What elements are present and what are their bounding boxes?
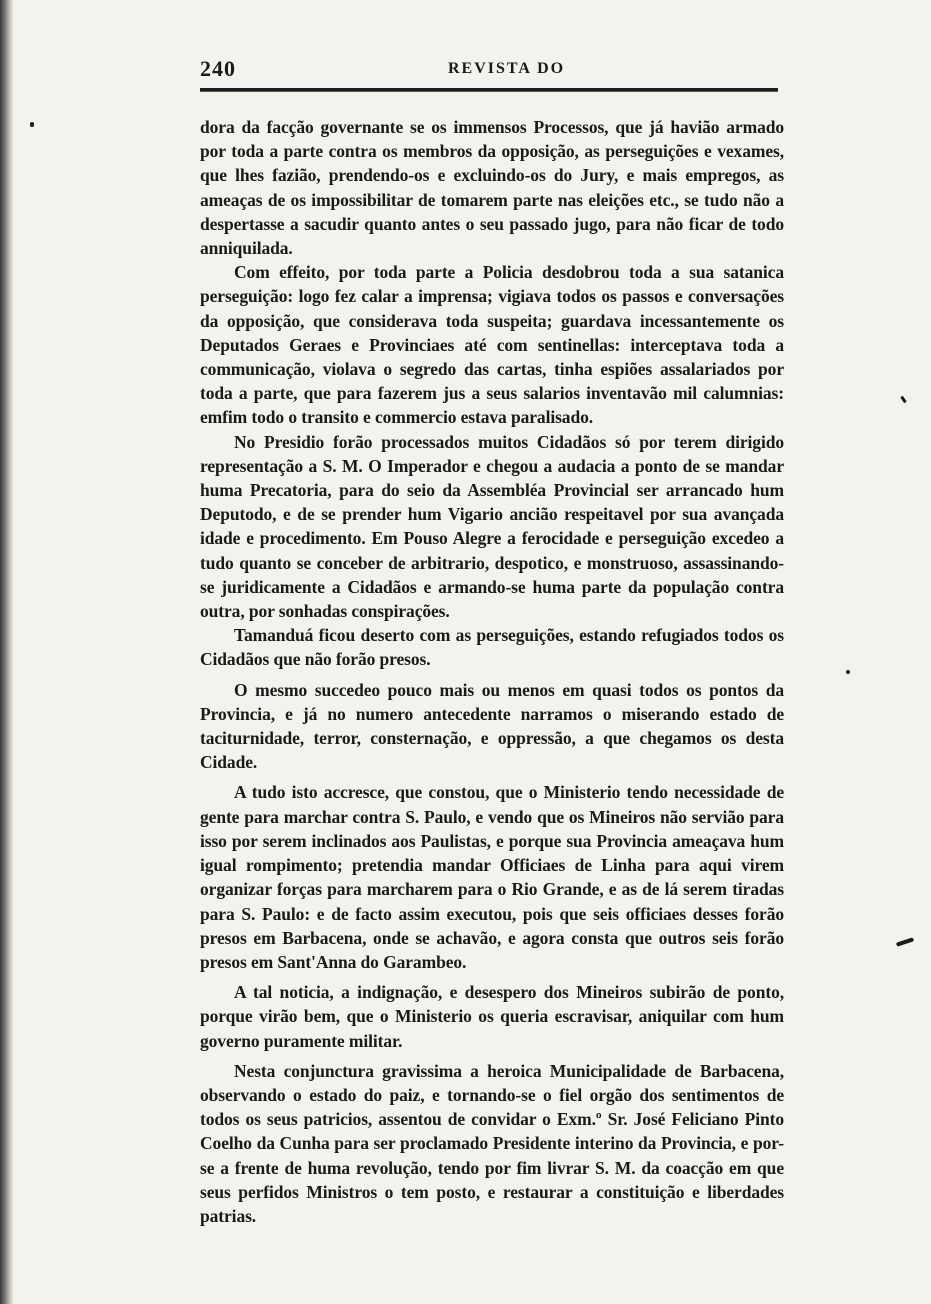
paragraph: A tal noticia, a indignação, e desespero dos Mineiros subirão de ponto, porque virão bem, que o Ministerio os queria escravisar, aniquilar com hum governo puramente militar. (200, 982, 784, 1051)
running-title: REVISTA DO (448, 60, 566, 77)
paragraph: Tamanduá ficou deserto com as perseguições, estando refugiados todos os Cidadãos que não forão presos. (200, 625, 784, 670)
page-header (200, 56, 778, 86)
header-rule (200, 88, 778, 92)
ink-speck (30, 122, 34, 127)
body-text (200, 115, 784, 1228)
paragraph: Nesta conjunctura gravissima a heroica Municipalidade de Barbacena, observando o estado do paiz, e tornando-se o fiel orgão dos sentimentos de todos os seus patricios, assentou de convidar o Exm.º Sr. José Feliciano Pinto Coelho da Cunha para ser proclamado Presidente interino da Provincia, e por-se a frente de huma revolução, tendo por fim livrar S. M. da coacção em que seus perfidos Ministros o tem posto, e restaurar a constituição e liberdades patrias. (200, 1060, 784, 1226)
page-binding-edge (0, 0, 14, 1304)
ink-speck (896, 937, 914, 946)
paragraph: dora da facção governante se os immensos Processos, que já havião armado por toda a parte contra os membros da opposição, as perseguições e vexames, que lhes fazião, prendendo-os e excluindo-os do Jury, e mais empregos, as ameaças de os impossibilitar de tomarem parte nas eleições etc., se tudo não a despertasse a sacudir quanto antes o seu passado jugo, para não ficar de todo anniquilada. (200, 117, 784, 259)
page-number: 240 (200, 56, 236, 81)
paragraph: A tudo isto accresce, que constou, que o Ministerio tendo necessidade de gente para marchar contra S. Paulo, e vendo que os Mineiros não servião para isso por serem inclinados aos Paulistas, e porque sua Provincia ameaçava hum igual rompimento; pretendia mandar Officiaes de Linha para aqui virem organizar forças para marcharem para o Rio Grande, e as de lá serem tiradas para S. Paulo: e de facto assim executou, pois que seis officiaes desses forão presos em Barbacena, onde se achavão, e agora consta que outros seis forão presos em Sant'Anna do Garambeo. (200, 782, 784, 972)
paragraph: O mesmo succedeo pouco mais ou menos em quasi todos os pontos da Provincia, e já no numero antecedente narramos o miserando estado de taciturnidade, terror, consternação, e oppressão, a que chegamos os desta Cidade. (200, 679, 784, 773)
paragraph: No Presidio forão processados muitos Cidadãos só por terem dirigido representação a S. M. O Imperador e chegou a audacia a ponto de se mandar huma Precatoria, para do seio da Assembléa Provincial ser arrancado hum Deputodo, e de se prender hum Vigario ancião respeitavel por sua avançada idade e procedimento. Em Pouso Alegre a ferocidade e perseguição excedeo a tudo quanto se conceber de arbitrario, despotico, e monstruoso, assassinando-se juridicamente a Cidadãos e armando-se huma parte da população contra outra, por sonhadas conspirações. (200, 431, 784, 622)
ink-speck (900, 396, 906, 403)
paragraph: Com effeito, por toda parte a Policia desdobrou toda a sua satanica perseguição: logo fez calar a imprensa; vigiava todos os passos e conversações da opposição, que considerava toda suspeita; guardava incessantemente os Deputados Geraes e Provinciaes até com sentinellas: interceptava toda a communicação, violava o segredo das cartas, tinha espiões assalariados por toda a parte, que para fazerem jus a seus salarios inventavão mil calumnias: emfim todo o transito e commercio estava paralisado. (200, 262, 784, 428)
ink-speck (846, 670, 850, 674)
